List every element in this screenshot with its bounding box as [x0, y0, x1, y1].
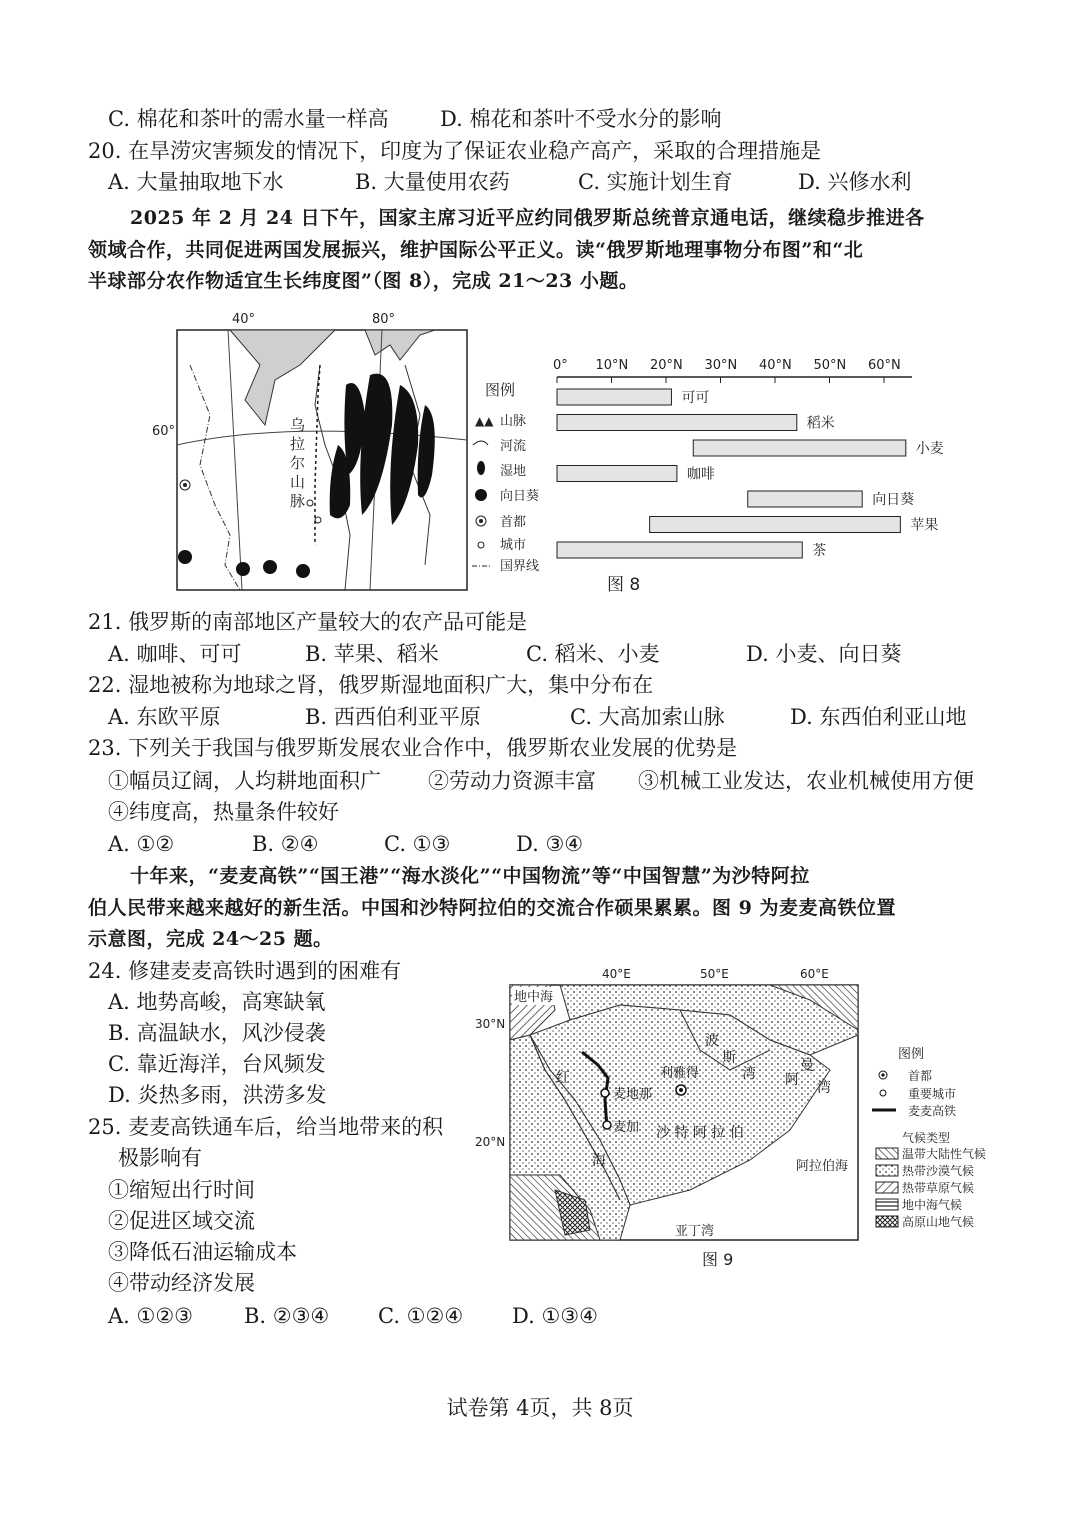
q23-option-b: B. ②④ — [252, 832, 319, 856]
q22-option-b: B. 西西伯利亚平原 — [305, 705, 481, 729]
fig9-legend-city: 重要城市 — [908, 1087, 957, 1101]
label-persian-gulf-2: 斯 — [722, 1050, 736, 1066]
russia-map — [152, 312, 467, 590]
q23-option-a: A. ①② — [108, 832, 175, 856]
legend-item-capital: 首都 — [500, 515, 527, 530]
fig9-legend — [872, 1047, 986, 1229]
lon-40e: 40°E — [602, 967, 631, 981]
map-lon-40: 40° — [232, 312, 256, 327]
label-saudi: 沙 特 阿 拉 伯 — [656, 1125, 744, 1141]
crop-range-bar — [748, 491, 862, 507]
q22-option-d: D. 东西伯利亚山地 — [790, 705, 967, 729]
q25-item-1: ①缩短出行时间 — [108, 1178, 255, 1202]
q25-stem-1: 25. 麦麦高铁通车后，给当地带来的积 — [88, 1115, 444, 1139]
mountain-icon: ▲▲ — [475, 414, 494, 428]
q21-option-a: A. 咖啡、可可 — [108, 642, 242, 666]
crop-range-label: 向日葵 — [872, 492, 915, 508]
fig9-legend-railway: 麦麦高铁 — [908, 1104, 957, 1118]
legend-item-city: 城市 — [500, 538, 527, 553]
q24-option-a: A. 地势高峻，高寒缺氧 — [108, 990, 326, 1014]
medina-marker — [601, 1089, 609, 1097]
label-riyadh: 利雅得 — [660, 1066, 700, 1081]
climate-mediterranean: 地中海气候 — [902, 1198, 963, 1212]
intro1-line-1: 2025 年 2 月 24 日下午，国家主席习近平应约同俄罗斯总统普京通电话，继续稳步推进各 — [130, 207, 925, 229]
q19-option-c: C. 棉花和茶叶的需水量一样高 — [108, 107, 389, 131]
crop-range-bar — [693, 440, 906, 456]
label-aden: 亚丁湾 — [675, 1224, 715, 1239]
q21-option-d: D. 小麦、向日葵 — [746, 642, 902, 666]
map-lon-80: 80° — [372, 312, 396, 327]
q24-option-c: C. 靠近海洋，台风频发 — [108, 1052, 326, 1076]
legend-item-wetland: 湿地 — [500, 464, 527, 479]
crop-range-bar — [557, 466, 677, 482]
page-footer: 试卷第 4页，共 8页 — [446, 1396, 634, 1420]
q23-option-d: D. ③④ — [516, 832, 584, 856]
axis-tick-label: 40°N — [759, 358, 792, 373]
crop-range-label: 稻米 — [806, 415, 835, 432]
figure-8 — [152, 305, 944, 605]
city-icon — [478, 542, 484, 548]
climate-desert: 热带沙漠气候 — [902, 1164, 975, 1178]
lon-60e: 60°E — [800, 967, 829, 981]
label-red-sea-1: 红 — [556, 1070, 570, 1086]
q20-option-d: D. 兴修水利 — [798, 170, 912, 194]
q24-stem: 24. 修建麦麦高铁时遇到的困难有 — [88, 959, 402, 983]
q25-option-b: B. ②③④ — [244, 1304, 330, 1328]
q23-item-2: ②劳动力资源丰富 — [428, 769, 596, 793]
swatch-highland — [876, 1216, 898, 1227]
label-oman-gulf-1: 阿 — [785, 1072, 799, 1088]
label-persian-gulf-3: 湾 — [742, 1066, 756, 1082]
q24-option-d: D. 炎热多雨，洪涝多发 — [108, 1083, 327, 1107]
mountain-char-1: 乌 — [290, 416, 306, 434]
q22-stem: 22. 湿地被称为地球之肾，俄罗斯湿地面积广大，集中分布在 — [88, 673, 654, 697]
axis-tick-label: 20°N — [650, 358, 683, 373]
crop-range-bar — [650, 517, 901, 533]
lat-20n: 20°N — [475, 1135, 506, 1149]
q23-item-3: ③机械工业发达，农业机械使用方便 — [638, 769, 974, 793]
map-lat-60: 60° — [152, 424, 176, 439]
river-icon — [473, 441, 488, 445]
saudi-map — [475, 967, 858, 1240]
q23-item-1: ①幅员辽阔，人均耕地面积广 — [108, 769, 381, 793]
q25-item-2: ②促进区域交流 — [108, 1209, 255, 1233]
q25-option-a: A. ①②③ — [108, 1304, 193, 1328]
q22-option-a: A. 东欧平原 — [108, 705, 221, 729]
mecca-marker — [603, 1121, 611, 1129]
axis-tick-label: 10°N — [595, 358, 629, 373]
q23-stem: 23. 下列关于我国与俄罗斯发展农业合作中，俄罗斯农业发展的优势是 — [88, 736, 738, 760]
fig8-caption: 图 8 — [607, 575, 641, 595]
intro2-line-1: 十年来，“麦麦高铁”“国王港”“海水淡化”“中国物流”等“中国智慧”为沙特阿拉 — [130, 865, 810, 887]
axis-tick-label: 30°N — [704, 358, 738, 373]
label-arabian-sea: 阿拉伯海 — [796, 1159, 849, 1174]
q21-stem: 21. 俄罗斯的南部地区产量较大的农产品可能是 — [88, 610, 528, 634]
sunflower-icon — [475, 489, 487, 501]
crop-range-bar — [557, 415, 797, 431]
q20-option-a: A. 大量抽取地下水 — [108, 170, 284, 194]
q22-option-c: C. 大高加索山脉 — [570, 705, 725, 729]
climate-continental: 温带大陆性气候 — [902, 1147, 987, 1161]
lat-30n: 30°N — [475, 1017, 506, 1031]
mountain-char-4: 山 — [290, 473, 306, 491]
label-medina: 麦地那 — [613, 1087, 653, 1102]
label-mediterranean: 地中海 — [514, 990, 554, 1005]
axis-tick-label: 50°N — [813, 358, 847, 373]
city-legend-icon — [880, 1090, 886, 1096]
intro1-line-3: 半球部分农作物适宜生长纬度图”（图 8），完成 21～23 小题。 — [88, 270, 639, 292]
q25-item-4: ④带动经济发展 — [108, 1271, 255, 1295]
mountain-char-5: 脉 — [290, 492, 306, 510]
capital-dot — [183, 483, 187, 487]
q25-option-c: C. ①②④ — [378, 1304, 464, 1328]
fig8-legend — [472, 381, 539, 574]
climate-savanna: 热带草原气候 — [902, 1181, 975, 1195]
legend-item-border: 国界线 — [500, 559, 540, 574]
fig9-climate-title: 气候类型 — [902, 1131, 951, 1145]
swatch-desert — [876, 1165, 898, 1176]
axis-tick-label: 60°N — [868, 358, 901, 373]
wetland-icon — [477, 461, 485, 475]
q25-item-3: ③降低石油运输成本 — [108, 1240, 297, 1264]
label-persian-gulf-1: 波 — [705, 1033, 719, 1049]
intro1-line-2: 领域合作，共同促进两国发展振兴，维护国际公平正义。读“俄罗斯地理事物分布图”和“北 — [88, 239, 864, 261]
crop-range-label: 茶 — [812, 543, 827, 559]
legend-item-river: 河流 — [500, 439, 527, 454]
q20-stem: 20. 在旱涝灾害频发的情况下，印度为了保证农业稳产高产，采取的合理措施是 — [88, 139, 822, 163]
fig9-legend-capital: 首都 — [908, 1069, 933, 1083]
latitude-chart — [553, 358, 944, 559]
q23-option-c: C. ①③ — [384, 832, 451, 856]
crop-range-label: 苹果 — [910, 517, 939, 534]
legend-item-mountain: 山脉 — [500, 414, 527, 429]
label-oman-gulf-3: 湾 — [817, 1080, 831, 1096]
fig9-legend-title: 图例 — [898, 1047, 925, 1062]
label-red-sea-2: 海 — [592, 1153, 606, 1169]
lon-50e: 50°E — [700, 967, 729, 981]
figure-9 — [470, 960, 1000, 1280]
q24-option-b: B. 高温缺水，风沙侵袭 — [108, 1021, 326, 1045]
label-mecca: 麦加 — [613, 1120, 640, 1135]
crop-range-bar — [557, 389, 671, 405]
q19-option-d: D. 棉花和茶叶不受水分的影响 — [440, 107, 722, 131]
q21-option-c: C. 稻米、小麦 — [526, 642, 660, 666]
legend-title: 图例 — [485, 381, 516, 399]
label-oman-gulf-2: 曼 — [800, 1058, 814, 1074]
axis-tick-label: 0° — [553, 358, 568, 373]
fig9-caption: 图 9 — [702, 1250, 734, 1269]
q20-option-b: B. 大量使用农药 — [355, 170, 510, 194]
swatch-savanna — [876, 1182, 898, 1193]
crop-range-bar — [557, 542, 802, 558]
crop-range-label: 可可 — [681, 390, 710, 406]
mountain-char-3: 尔 — [290, 454, 306, 472]
climate-highland: 高原山地气候 — [902, 1215, 975, 1229]
q21-option-b: B. 苹果、稻米 — [305, 642, 439, 666]
q25-option-d: D. ①③④ — [512, 1304, 598, 1328]
intro2-line-2: 伯人民带来越来越好的新生活。中国和沙特阿拉伯的交流合作硕果累累。图 9 为麦麦高铁位置 — [88, 897, 896, 919]
q20-option-c: C. 实施计划生育 — [578, 170, 733, 194]
mountain-char-2: 拉 — [290, 435, 306, 453]
crop-range-label: 小麦 — [915, 441, 944, 457]
swatch-mediterranean — [876, 1199, 898, 1210]
legend-item-sunflower: 向日葵 — [500, 489, 540, 504]
intro2-line-3: 示意图，完成 24～25 题。 — [88, 928, 333, 950]
q23-item-4: ④纬度高，热量条件较好 — [108, 800, 339, 824]
swatch-continental — [876, 1148, 898, 1159]
crop-range-label: 咖啡 — [686, 466, 715, 483]
q25-stem-2: 极影响有 — [118, 1146, 202, 1170]
